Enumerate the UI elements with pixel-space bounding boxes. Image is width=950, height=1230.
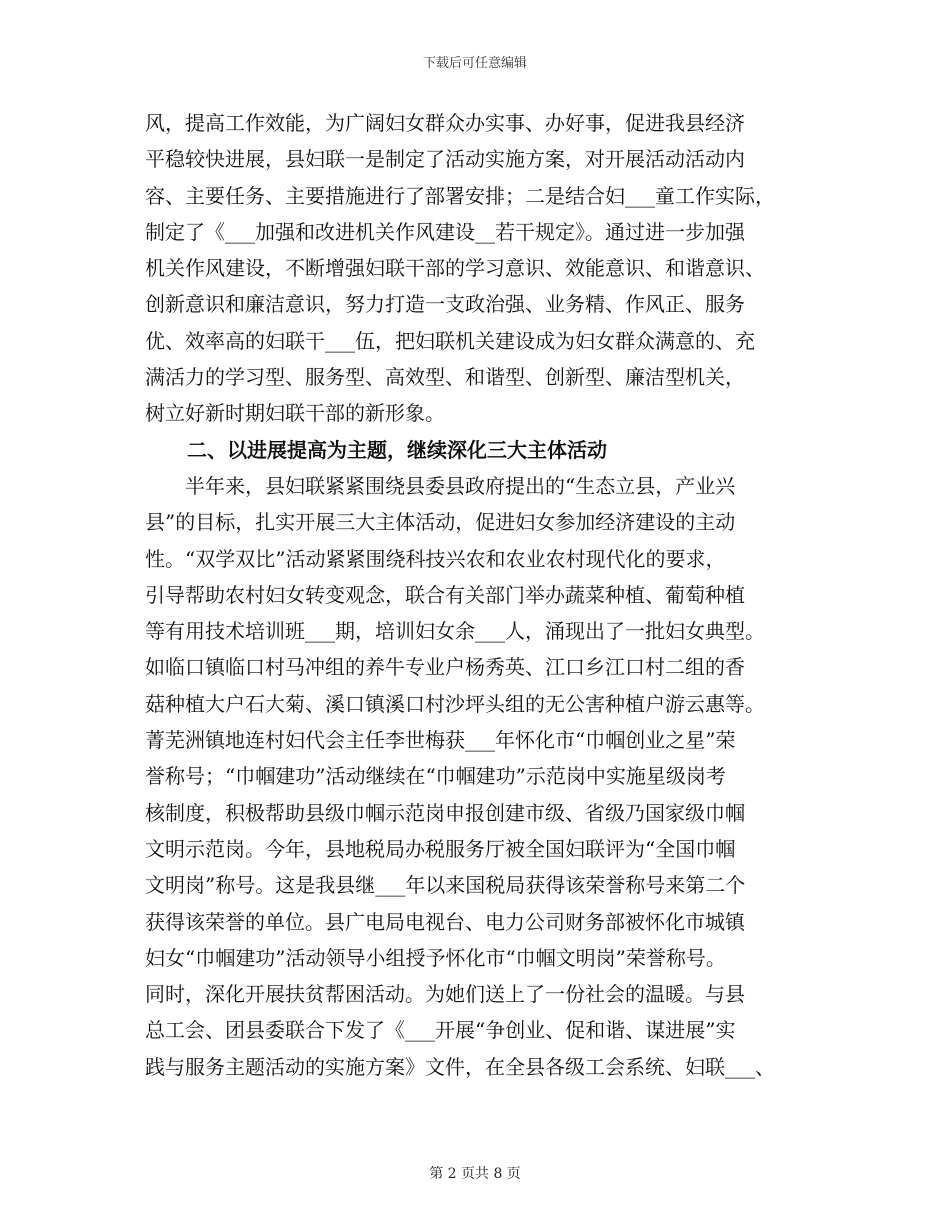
body-line: 等有用技术培训班___期，培训妇女余___人，涌现出了一批妇女典型。 [145, 619, 765, 644]
body-line: 妇女“巾帼建功”活动领导小组授予怀化市“巾帼文明岗”荣誉称号。 [145, 945, 726, 970]
body-line: 半年来，县妇联紧紧围绕县委县政府提出的“生态立县，产业兴 [185, 473, 736, 498]
body-line: 誉称号；“巾帼建功”活动继续在“巾帼建功”示范岗中实施星级岗考 [145, 764, 726, 789]
body-line: 制定了《___加强和改进机关作风建设__若干规定》。通过进一步加强 [145, 219, 745, 244]
body-line: 核制度，积极帮助县级巾帼示范岗申报创建市级、省级乃国家级巾帼 [145, 800, 745, 825]
section-heading: 二、以进展提高为主题，继续深化三大主体活动 [187, 437, 607, 462]
body-line: 如临口镇临口村马冲组的养牛专业户杨秀英、江口乡江口村二组的香 [145, 655, 745, 680]
body-line: 县”的目标，扎实开展三大主体活动，促进妇女参加经济建设的主动 [145, 510, 736, 535]
body-line: 机关作风建设，不断增强妇联干部的学习意识、效能意识、和谐意识、 [145, 256, 765, 281]
body-line: 优、效率高的妇联干___伍，把妇联机关建设成为妇女群众满意的、充 [145, 328, 755, 353]
body-line: 容、主要任务、主要措施进行了部署安排；二是结合妇___童工作实际， [145, 183, 775, 208]
page-number: 第 2 页共 8 页 [429, 1166, 521, 1182]
document-body [145, 105, 820, 1085]
body-line: 总工会、团县委联合下发了《___开展“争创业、促和谐、谋进展”实 [145, 1018, 736, 1043]
body-line: 满活力的学习型、服务型、高效型、和谐型、创新型、廉洁型机关， [145, 365, 745, 390]
body-line: 引导帮助农村妇女转变观念，联合有关部门举办蔬菜种植、葡萄种植 [145, 582, 745, 607]
body-line: 文明示范岗。今年，县地税局办税服务厅被全国妇联评为“全国巾帼 [145, 836, 736, 861]
body-line: 菁芜洲镇地连村妇代会主任李世梅获___年怀化市“巾帼创业之星”荣 [145, 728, 736, 753]
body-line: 风，提高工作效能，为广阔妇女群众办实事、办好事，促进我县经济 [145, 111, 745, 135]
body-line: 践与服务主题活动的实施方案》文件，在全县各级工会系统、妇联___、 [145, 1054, 775, 1079]
body-line: 创新意识和廉洁意识，努力打造一支政治强、业务精、作风正、服务 [145, 292, 745, 317]
body-line: 文明岗”称号。这是我县继___年以来国税局获得该荣誉称号来第二个 [145, 873, 746, 898]
body-line: 菇种植大户石大菊、溪口镇溪口村沙坪头组的无公害种植户游云惠等。 [145, 691, 765, 716]
body-line: 树立好新时期妇联干部的新形象。 [145, 401, 445, 426]
body-line: 获得该荣誉的单位。县广电局电视台、电力公司财务部被怀化市城镇 [145, 909, 745, 934]
body-line: 同时，深化开展扶贫帮困活动。为她们送上了一份社会的温暖。与县 [145, 982, 745, 1007]
page-header: 下载后可任意编辑 [422, 56, 527, 71]
body-line: 性。“双学双比”活动紧紧围绕科技兴农和农业农村现代化的要求， [145, 546, 726, 571]
body-line: 平稳较快进展，县妇联一是制定了活动实施方案，对开展活动活动内 [145, 147, 745, 172]
